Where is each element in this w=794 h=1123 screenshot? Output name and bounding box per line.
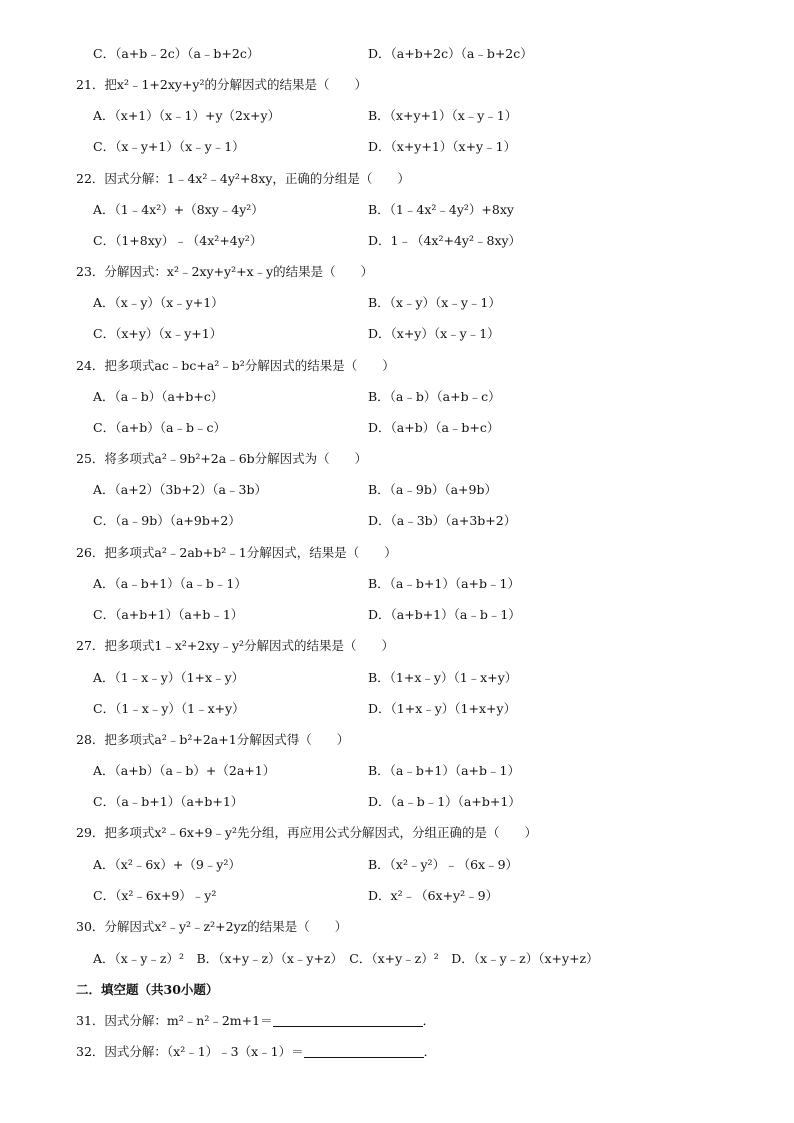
q25-option-d: D．（a﹣3b）（a+3b+2）	[368, 513, 517, 528]
q23-option-a: A．（x﹣y）（x﹣y+1）	[93, 295, 224, 310]
q25-option-a: A．（a+2）（3b+2）（a﹣3b）	[93, 482, 267, 497]
q32-answer-blank[interactable]	[304, 1044, 424, 1058]
q24-option-d: D．（a+b）（a﹣b+c）	[368, 420, 500, 435]
q26-stem: 26．把多项式a²﹣2ab+b²﹣1分解因式，结果是（ ）	[76, 545, 397, 560]
q21-option-b: B．（x+y+1）（x﹣y﹣1）	[368, 108, 518, 123]
q26-option-c: C．（a+b+1）（a+b﹣1）	[93, 607, 244, 622]
q27-stem: 27．把多项式1﹣x²+2xy﹣y²分解因式的结果是（ ）	[76, 638, 395, 653]
q22-option-a: A．（1﹣4x²）+（8xy﹣4y²）	[93, 202, 264, 217]
q29-option-b: B．（x²﹣y²）﹣（6x﹣9）	[368, 857, 519, 872]
q32-stem: 32．因式分解：（x²﹣1）﹣3（x﹣1）＝	[76, 1044, 304, 1059]
q32-end: ．	[423, 1044, 437, 1059]
q23-option-b: B．（x﹣y）（x﹣y﹣1）	[368, 295, 501, 310]
q20-option-d: D．（a+b+2c）（a﹣b+2c）	[368, 46, 533, 61]
q25-option-c: C．（a﹣9b）（a+9b+2）	[93, 513, 241, 528]
q22-option-b: B．（1﹣4x²﹣4y²）+8xy	[368, 202, 514, 217]
q29-option-d: D．x²﹣（6x+y²﹣9）	[368, 888, 499, 903]
q28-option-b: B．（a﹣b+1）（a+b﹣1）	[368, 763, 520, 778]
q22-option-c: C．（1+8xy）﹣（4x²+4y²）	[93, 233, 263, 248]
q29-option-c: C．（x²﹣6x+9）﹣y²	[93, 888, 217, 903]
q24-stem: 24．把多项式ac﹣bc+a²﹣b²分解因式的结果是（ ）	[76, 358, 395, 373]
q30-stem: 30．分解因式x²﹣y²﹣z²+2yz的结果是（ ）	[76, 919, 348, 934]
q23-stem: 23．分解因式：x²﹣2xy+y²+x﹣y的结果是（ ）	[76, 264, 374, 279]
q32	[76, 1044, 436, 1060]
q27-option-d: D．（1+x﹣y）（1+x+y）	[368, 701, 517, 716]
q29-option-a: A．（x²﹣6x）+（9﹣y²）	[93, 857, 241, 872]
q28-stem: 28．把多项式a²﹣b²+2a+1分解因式得（ ）	[76, 732, 350, 747]
q26-option-b: B．（a﹣b+1）（a+b﹣1）	[368, 576, 520, 591]
q27-option-b: B．（1+x﹣y）（1﹣x+y）	[368, 670, 518, 685]
q27-option-a: A．（1﹣x﹣y）（1+x﹣y）	[93, 670, 245, 685]
q31	[76, 1013, 435, 1029]
q21-option-c: C．（x﹣y+1）（x﹣y﹣1）	[93, 139, 245, 154]
q23-option-c: C．（x+y）（x﹣y+1）	[93, 326, 223, 341]
q24-option-c: C．（a+b）（a﹣b﹣c）	[93, 420, 226, 435]
q21-option-d: D．（x+y+1）（x+y﹣1）	[368, 139, 517, 154]
q25-option-b: B．（a﹣9b）（a+9b）	[368, 482, 497, 497]
q29-stem: 29．把多项式x²﹣6x+9﹣y²先分组，再应用公式分解因式，分组正确的是（ ）	[76, 825, 537, 840]
q24-option-b: B．（a﹣b）（a+b﹣c）	[368, 389, 501, 404]
q28-option-a: A．（a+b）（a﹣b）+（2a+1）	[93, 763, 276, 778]
q21-option-a: A．（x+1）（x﹣1）+y（2x+y）	[93, 108, 281, 123]
q26-option-d: D．（a+b+1）（a﹣b﹣1）	[368, 607, 521, 622]
q30-options: A．（x﹣y﹣z）² B．（x+y﹣z）（x﹣y+z） C．（x+y﹣z）² D．（x﹣y﹣z）（x+y+z）	[93, 951, 599, 966]
q27-option-c: C．（1﹣x﹣y）（1﹣x+y）	[93, 701, 245, 716]
q31-answer-blank[interactable]	[273, 1013, 423, 1027]
q20-option-c: C．（a+b﹣2c）（a﹣b+2c）	[93, 46, 260, 61]
q28-option-c: C．（a﹣b+1）（a+b+1）	[93, 794, 244, 809]
q21-stem: 21．把x²﹣1+2xy+y²的分解因式的结果是（ ）	[76, 77, 368, 92]
q26-option-a: A．（a﹣b+1）（a﹣b﹣1）	[93, 576, 247, 591]
q23-option-d: D．（x+y）（x﹣y﹣1）	[368, 326, 500, 341]
section-title: 二．填空题（共30小题）	[76, 982, 219, 997]
q22-option-d: D．1﹣（4x²+4y²﹣8xy）	[368, 233, 522, 248]
q28-option-d: D．（a﹣b﹣1）（a+b+1）	[368, 794, 521, 809]
q25-stem: 25．将多项式a²﹣9b²+2a﹣6b分解因式为（ ）	[76, 451, 368, 466]
q31-end: ．	[422, 1013, 436, 1028]
q31-stem: 31．因式分解：m²﹣n²﹣2m+1＝	[76, 1013, 273, 1028]
q24-option-a: A．（a﹣b）（a+b+c）	[93, 389, 224, 404]
q22-stem: 22．因式分解：1﹣4x²﹣4y²+8xy，正确的分组是（ ）	[76, 171, 410, 186]
